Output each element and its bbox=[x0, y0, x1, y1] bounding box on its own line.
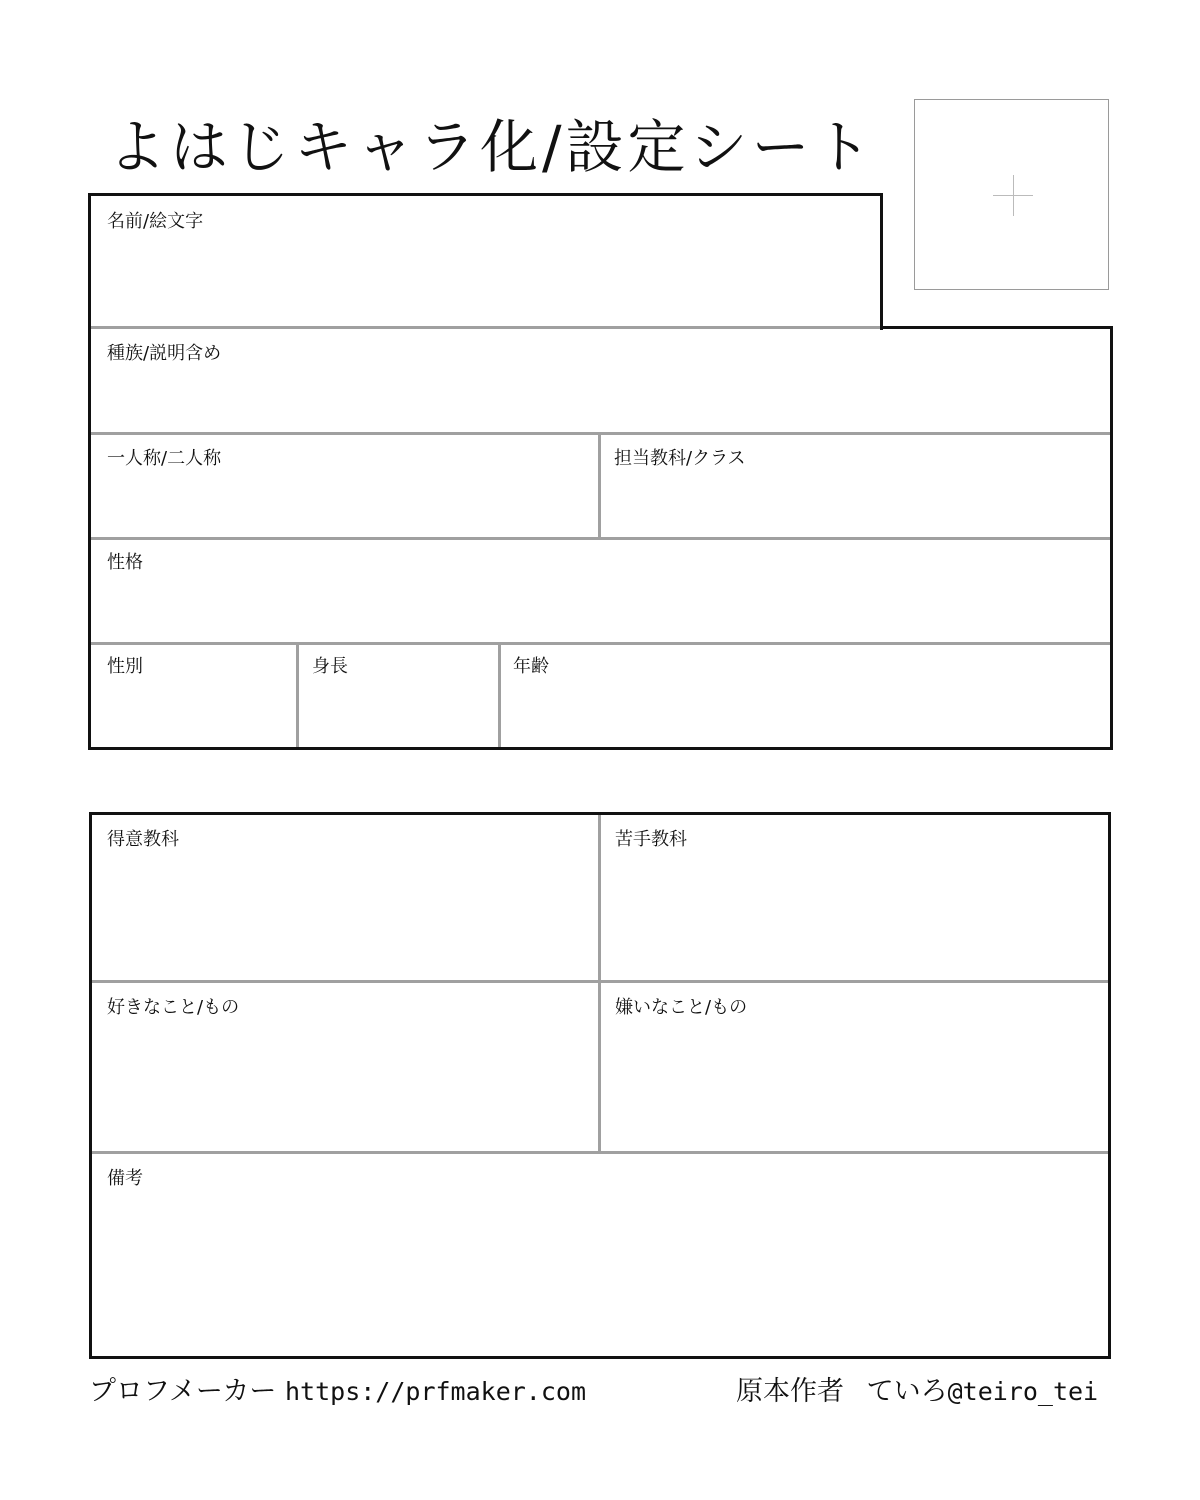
table2-border-bottom bbox=[89, 1356, 1111, 1359]
footer-author-label: 原本作者 bbox=[736, 1376, 844, 1407]
page-title: よはじキャラ化/設定シート bbox=[108, 113, 876, 181]
dislikes-label: 嫌いなこと/もの bbox=[615, 997, 748, 1018]
footer-maker-label: プロフメーカー bbox=[89, 1376, 277, 1407]
bad-subject-label: 苦手教科 bbox=[615, 829, 687, 850]
gender-label: 性別 bbox=[107, 656, 143, 677]
table2-border-right bbox=[1108, 812, 1111, 1359]
personality-field[interactable] bbox=[91, 540, 1110, 642]
photo-upload-box[interactable] bbox=[914, 99, 1109, 290]
name-label: 名前/絵文字 bbox=[107, 211, 204, 232]
footer-author-handle: @teiro_tei bbox=[947, 1377, 1099, 1406]
likes-label: 好きなこと/もの bbox=[107, 997, 240, 1018]
table1-border-notch-v bbox=[880, 193, 883, 330]
good-subject-label: 得意教科 bbox=[107, 829, 179, 850]
table1-border-bottom bbox=[88, 747, 1113, 750]
pronouns-label: 一人称/二人称 bbox=[107, 448, 222, 469]
table1-border-right bbox=[1110, 326, 1113, 750]
personality-label: 性格 bbox=[107, 552, 143, 573]
footer-maker bbox=[89, 1374, 586, 1410]
age-label: 年齢 bbox=[513, 656, 549, 677]
footer-maker-url[interactable]: https://prfmaker.com bbox=[284, 1377, 587, 1406]
height-label: 身長 bbox=[312, 656, 348, 677]
species-field[interactable] bbox=[91, 329, 1110, 432]
species-label: 種族/説明含め bbox=[107, 343, 222, 364]
age-field[interactable] bbox=[501, 645, 1110, 747]
plus-icon-vertical bbox=[1013, 175, 1014, 216]
footer-author bbox=[736, 1374, 1098, 1410]
notes-field[interactable] bbox=[92, 1154, 1108, 1356]
subject-class-label: 担当教科/クラス bbox=[614, 448, 746, 469]
notes-label: 備考 bbox=[107, 1168, 143, 1189]
name-field[interactable] bbox=[91, 196, 880, 326]
footer-author-name: ていろ bbox=[866, 1376, 948, 1407]
